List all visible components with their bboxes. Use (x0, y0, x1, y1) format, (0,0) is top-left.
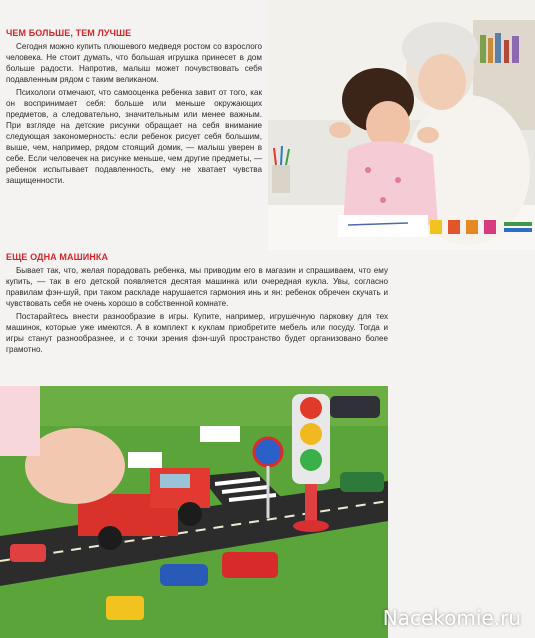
section-one-more-car (6, 252, 388, 355)
watermark: Nacekomie.ru (382, 606, 521, 630)
paragraph: Сегодня можно купить плюшевого медведя ростом со взрослого человека. Не стоит думать, что большая игрушка принесет в дом больше радости. Напротив, малыш может почувствовать себя подавленным рядом с таким великаном. (6, 42, 262, 84)
paragraph: Бывает так, что, желая порадовать ребенка, мы приводим его в магазин и спрашиваем, что ему купить, — так в его детской появляется десятая машинка или очередная кукла. Увы, согласно правилам фэн-шуй, при таком раскладе нарушается гармония инь и ян: ребенок обречен скучать и чувствовать себя не очень хорошо в собственной комнате. (6, 266, 388, 308)
photo-illustration (268, 0, 535, 250)
section-bigger-better (6, 28, 262, 186)
paragraph: Постарайтесь внести разнообразие в игры. Купите, например, игрушечную парковку для тех машинок, которые уже имеются. А в комплект к куклам приобретите мебель или посуду. Тогда и игры станут разнообразнее, и с точки зрения фэн-шуй пространство будет организовано более грамотно. (6, 312, 388, 354)
section-heading: ЕЩЕ ОДНА МАШИНКА (6, 252, 109, 262)
photo-grandmother-and-girl-drawing (268, 0, 535, 250)
photo-illustration (0, 386, 388, 638)
photo-toy-cars-playmat (0, 386, 388, 638)
paragraph: Психологи отмечают, что самооценка ребенка завит от того, как он воспринимает себя: больше или меньше окружающих предметов, а следовательно, значительным или менее важным. При взгляде на детские рисунки обращает на себя внимание следующая закономерность: если ребенок рисует себя большим, выше, чем, например, рядом стоящий домик, — малыш уверен в себе. Если человечек на рисунке меньше, чем другие предметы, — ребенок испытывает подавленность, ему не хватает чувства защищенности. (6, 88, 262, 185)
section-heading: ЧЕМ БОЛЬШЕ, ТЕМ ЛУЧШЕ (6, 28, 132, 38)
